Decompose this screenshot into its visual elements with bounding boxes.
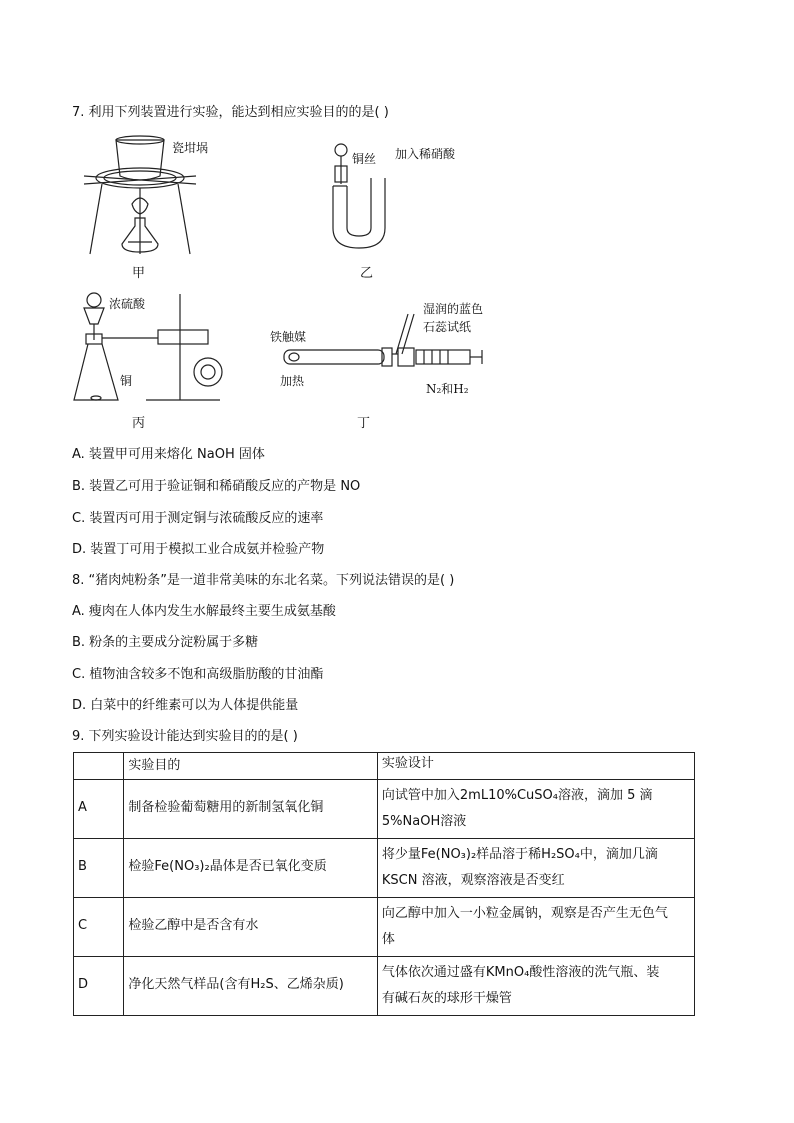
row-design-line2: 体 [381, 932, 395, 947]
row-key: A [74, 780, 124, 839]
row-design-line2: 有碱石灰的球形干燥管 [381, 991, 512, 1006]
apparatus-bing-diagram [70, 284, 235, 409]
label-copper: 铜 [120, 374, 133, 388]
q7-option-c: C. 装置丙可用于测定铜与浓硫酸反应的速率 [72, 511, 324, 526]
table-row [74, 957, 695, 1016]
label-iron-catalyst: 铁触媒 [270, 330, 307, 344]
row-purpose: 检验乙醇中是否含有水 [124, 898, 377, 957]
row-key: D [74, 957, 124, 1016]
q9-stem: 9. 下列实验设计能达到实验目的的是( ) [72, 729, 298, 744]
row-design-line1: 气体依次通过盛有KMnO₄酸性溶液的洗气瓶、装 [381, 965, 660, 980]
row-design-line2: 5%NaOH溶液 [381, 814, 467, 829]
label-litmus-line2: 石蕊试纸 [423, 320, 472, 334]
q7-option-b: B. 装置乙可用于验证铜和稀硝酸反应的产物是 NO [72, 479, 361, 494]
row-design-line1: 将少量Fe(NO₃)₂样品溶于稀H₂SO₄中，滴加几滴 [381, 847, 658, 862]
row-design-line1: 向乙醇中加入一小粒金属钠，观察是否产生无色气 [381, 906, 668, 921]
label-heat: 加热 [280, 374, 305, 388]
row-design-line1: 向试管中加入2mL10%CuSO₄溶液，滴加 5 滴 [381, 788, 653, 803]
q8-stem: 8. “猪肉炖粉条”是一道非常美味的东北名菜。下列说法错误的是( ) [72, 573, 455, 588]
row-key: C [74, 898, 124, 957]
q8-option-b: B. 粉条的主要成分淀粉属于多糖 [72, 635, 259, 650]
label-gas-mix: N₂和H₂ [426, 382, 469, 396]
header-cell-blank [74, 753, 124, 780]
caption-yi: 乙 [360, 266, 374, 281]
header-cell-purpose: 实验目的 [124, 753, 377, 780]
row-design [377, 839, 694, 898]
row-design-line2: KSCN 溶液，观察溶液是否变红 [381, 873, 565, 888]
row-key: B [74, 839, 124, 898]
row-design [377, 898, 694, 957]
header-cell-design: 实验设计 [377, 753, 694, 780]
label-copper-wire: 铜丝 [352, 152, 377, 166]
label-dilute-nitric: 加入稀硝酸 [395, 147, 456, 161]
q7-option-d: D. 装置丁可用于模拟工业合成氨并检验产物 [72, 542, 325, 557]
row-design [377, 780, 694, 839]
q7-option-a: A. 装置甲可用来熔化 NaOH 固体 [72, 447, 265, 462]
row-purpose: 净化天然气样品(含有H₂S、乙烯杂质) [124, 957, 377, 1016]
table-row [74, 898, 695, 957]
label-crucible: 瓷坩埚 [172, 141, 209, 155]
q8-option-a: A. 瘦肉在人体内发生水解最终主要生成氨基酸 [72, 604, 336, 619]
caption-jia: 甲 [132, 266, 146, 281]
caption-bing: 丙 [132, 416, 146, 431]
label-litmus-line1: 湿润的蓝色 [423, 302, 484, 316]
table-row [74, 839, 695, 898]
row-purpose: 制备检验葡萄糖用的新制氢氧化铜 [124, 780, 377, 839]
q7-stem: 7. 利用下列装置进行实验，能达到相应实验目的的是( ) [72, 105, 389, 120]
experiment-table [73, 752, 695, 1016]
label-conc-sulfuric: 浓硫酸 [109, 297, 146, 311]
table-row [74, 780, 695, 839]
row-purpose: 检验Fe(NO₃)₂晶体是否已氧化变质 [124, 839, 377, 898]
table-header-row [74, 753, 695, 780]
q8-option-d: D. 白菜中的纤维素可以为人体提供能量 [72, 698, 299, 713]
row-design [377, 957, 694, 1016]
q8-option-c: C. 植物油含较多不饱和高级脂肪酸的甘油酯 [72, 667, 324, 682]
caption-ding: 丁 [357, 416, 371, 431]
